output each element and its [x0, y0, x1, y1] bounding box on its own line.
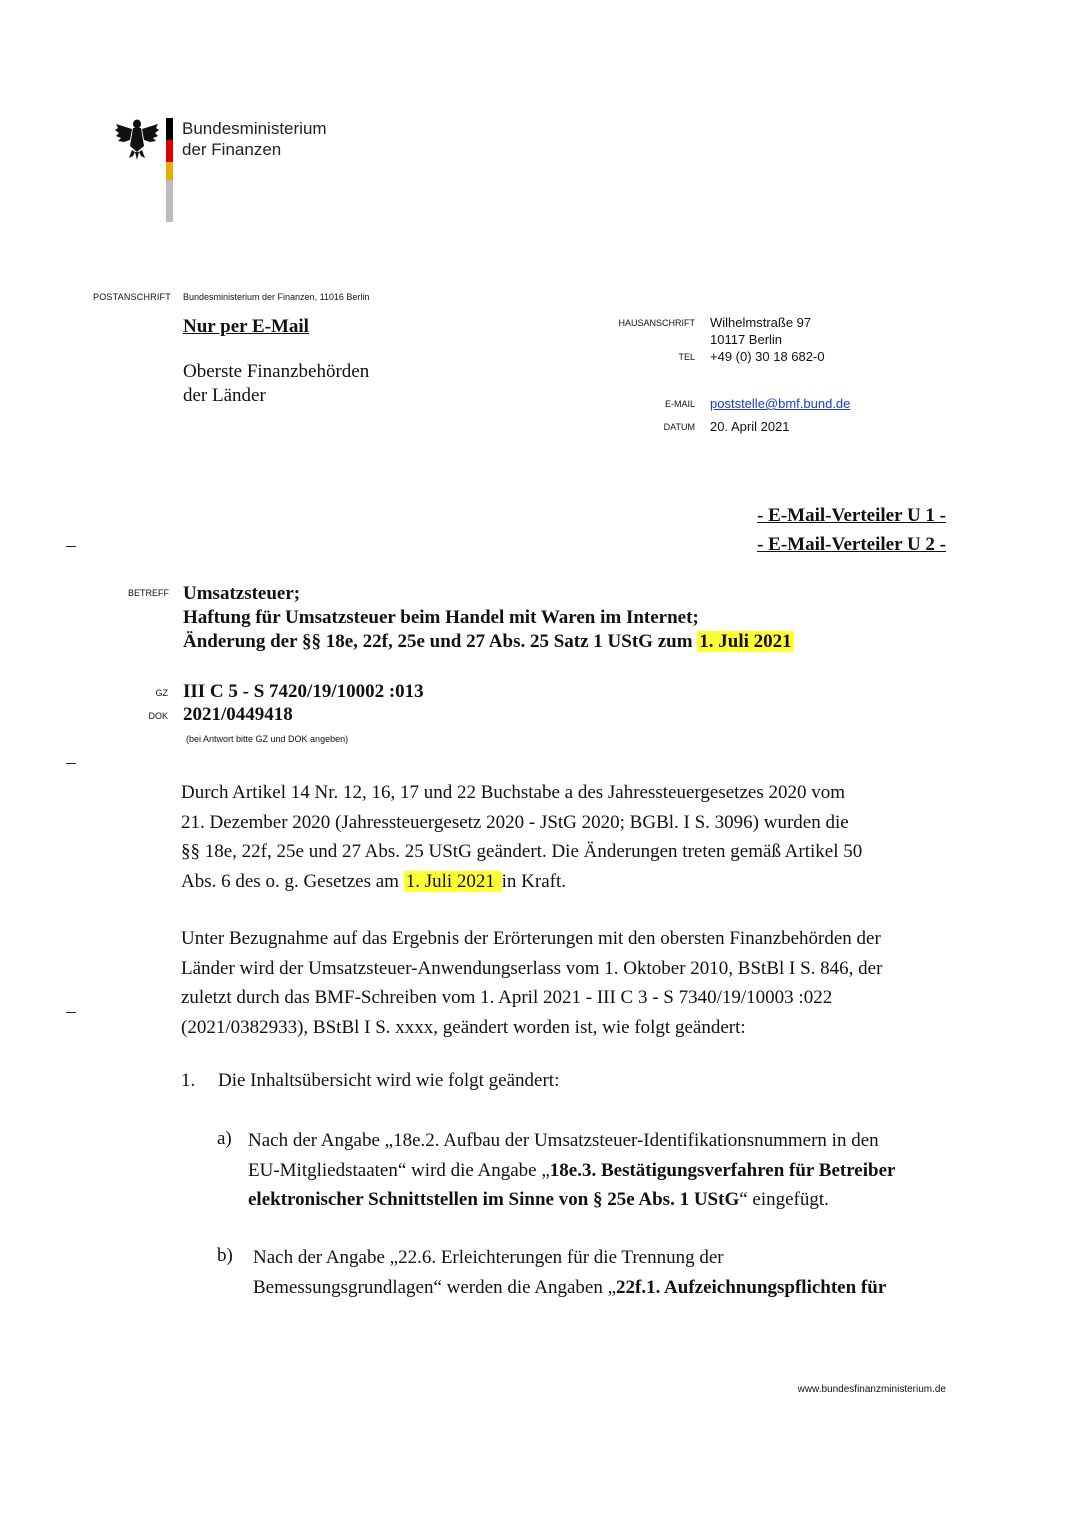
sub-item-a-line-2 — [248, 1156, 948, 1186]
sub-item-b-line-2-bold: 22f.1. Aufzeichnungspflichten für — [616, 1276, 887, 1298]
subject-block — [183, 582, 794, 654]
betreff-label: BETREFF — [128, 588, 170, 598]
paragraph-2-line-1: Unter Bezugnahme auf das Ergebnis der Erörterungen mit den obersten Finanzbehörden der — [181, 928, 881, 949]
paragraph-1 — [181, 778, 931, 896]
fold-mark — [66, 546, 76, 547]
sub-item-a-text — [248, 1126, 948, 1215]
recipient-block — [183, 360, 369, 408]
dok-label: DOK — [148, 711, 168, 721]
subject-line-3-text: Änderung der §§ 18e, 22f, 25e und 27 Abs. 25 Satz 1 UStG zum — [183, 631, 698, 652]
paragraph-2-line-3: zuletzt durch das BMF-Schreiben vom 1. April 2021 - III C 3 - S 7340/19/10003 :022 — [181, 987, 833, 1008]
subject-line-2: Haftung für Umsatzsteuer beim Handel mit Waren im Internet; — [183, 607, 699, 628]
footer-url[interactable]: www.bundesfinanzministerium.de — [797, 1384, 946, 1395]
federal-eagle-icon — [114, 116, 160, 160]
logo-line-2: der Finanzen — [182, 140, 282, 159]
paragraph-2-line-4: (2021/0382933), BStBl I S. xxxx, geändert worden ist, wie folgt geändert: — [181, 1016, 746, 1038]
paragraph-1-line-4-prefix: Abs. 6 des o. g. Gesetzes am — [181, 870, 404, 892]
verteiler-line-2: - E-Mail-Verteiler U 2 - — [757, 534, 946, 555]
list-item-text: Die Inhaltsübersicht wird wie folgt geändert: — [218, 1070, 560, 1091]
subject-line-1: Umsatzsteuer; — [183, 583, 301, 604]
hausanschrift-line-2: 10117 Berlin — [710, 332, 783, 347]
sub-item-b-letter: b) — [217, 1245, 233, 1266]
sub-item-a-line-3 — [248, 1185, 948, 1215]
email-label: E-MAIL — [664, 399, 695, 409]
sub-item-b-line-2 — [253, 1273, 953, 1303]
sub-item-a-line-2-bold: 18e.3. Bestätigungsverfahren für Betreiber — [549, 1159, 896, 1181]
ministry-logo-text — [182, 118, 327, 160]
tel-value: +49 (0) 30 18 682-0 — [710, 349, 825, 364]
datum-value: 20. April 2021 — [710, 419, 790, 434]
recipient-line-2: der Länder — [183, 385, 266, 406]
verteiler-line-1: - E-Mail-Verteiler U 1 - — [757, 505, 946, 526]
sub-item-a-line-1: Nach der Angabe „18e.2. Aufbau der Umsatzsteuer-Identifikationsnummern in den — [248, 1130, 879, 1151]
sub-item-b-line-2-prefix: Bemessungsgrundlagen“ werden die Angaben „ — [253, 1276, 617, 1298]
paragraph-1-line-3: §§ 18e, 22f, 25e und 27 Abs. 25 UStG geändert. Die Änderungen treten gemäß Artikel 50 — [181, 841, 863, 862]
logo-color-bar — [166, 118, 173, 222]
list-item-number: 1. — [181, 1070, 196, 1091]
effective-date-highlight: 1. Juli 2021 — [405, 870, 500, 892]
paragraph-1-line-4-suffix: in Kraft. — [501, 870, 567, 892]
hausanschrift-label: HAUSANSCHRIFT — [618, 318, 695, 328]
postanschrift-value: Bundesministerium der Finanzen, 11016 Berlin — [183, 292, 370, 302]
dok-value: 2021/0449418 — [183, 704, 293, 725]
email-link[interactable]: poststelle@bmf.bund.de — [710, 396, 851, 411]
tel-label: TEL — [678, 352, 695, 362]
sub-item-b-line-1: Nach der Angabe „22.6. Erleichterungen für die Trennung der — [253, 1247, 724, 1268]
delivery-note: Nur per E-Mail — [183, 316, 309, 337]
gz-value: III C 5 - S 7420/19/10002 :013 — [183, 681, 424, 702]
punch-mark — [66, 1012, 76, 1013]
paragraph-2-line-2: Länder wird der Umsatzsteuer-Anwendungserlass vom 1. Oktober 2010, BStBl I S. 846, der — [181, 957, 883, 979]
gz-label: GZ — [155, 688, 168, 698]
paragraph-1-line-1: Durch Artikel 14 Nr. 12, 16, 17 und 22 Buchstabe a des Jahressteuergesetzes 2020 vom — [181, 782, 845, 803]
paragraph-1-line-4 — [181, 867, 931, 897]
reference-note: (bei Antwort bitte GZ und DOK angeben) — [186, 734, 349, 744]
sub-item-a-line-2-prefix: EU-Mitgliedstaaten“ wird die Angabe „ — [248, 1159, 550, 1181]
paragraph-2 — [181, 924, 931, 1042]
paragraph-1-line-2: 21. Dezember 2020 (Jahressteuergesetz 2020 - JStG 2020; BGBl. I S. 3096) wurden die — [181, 811, 849, 833]
sub-item-a-line-3-bold: elektronischer Schnittstellen im Sinne von § 25e Abs. 1 UStG — [248, 1189, 740, 1210]
logo-line-1: Bundesministerium — [182, 119, 327, 138]
sub-item-b-text — [253, 1243, 953, 1302]
postanschrift-label: POSTANSCHRIFT — [93, 292, 171, 302]
sub-item-a-line-3-suffix: “ eingefügt. — [739, 1189, 829, 1210]
subject-line-3 — [183, 630, 794, 654]
subject-date-highlight: 1. Juli 2021 — [699, 631, 792, 652]
datum-label: DATUM — [663, 422, 695, 432]
recipient-line-1: Oberste Finanzbehörden — [183, 361, 370, 382]
sub-item-a-letter: a) — [217, 1128, 232, 1149]
fold-mark — [66, 763, 76, 764]
hausanschrift-line-1: Wilhelmstraße 97 — [710, 315, 812, 330]
